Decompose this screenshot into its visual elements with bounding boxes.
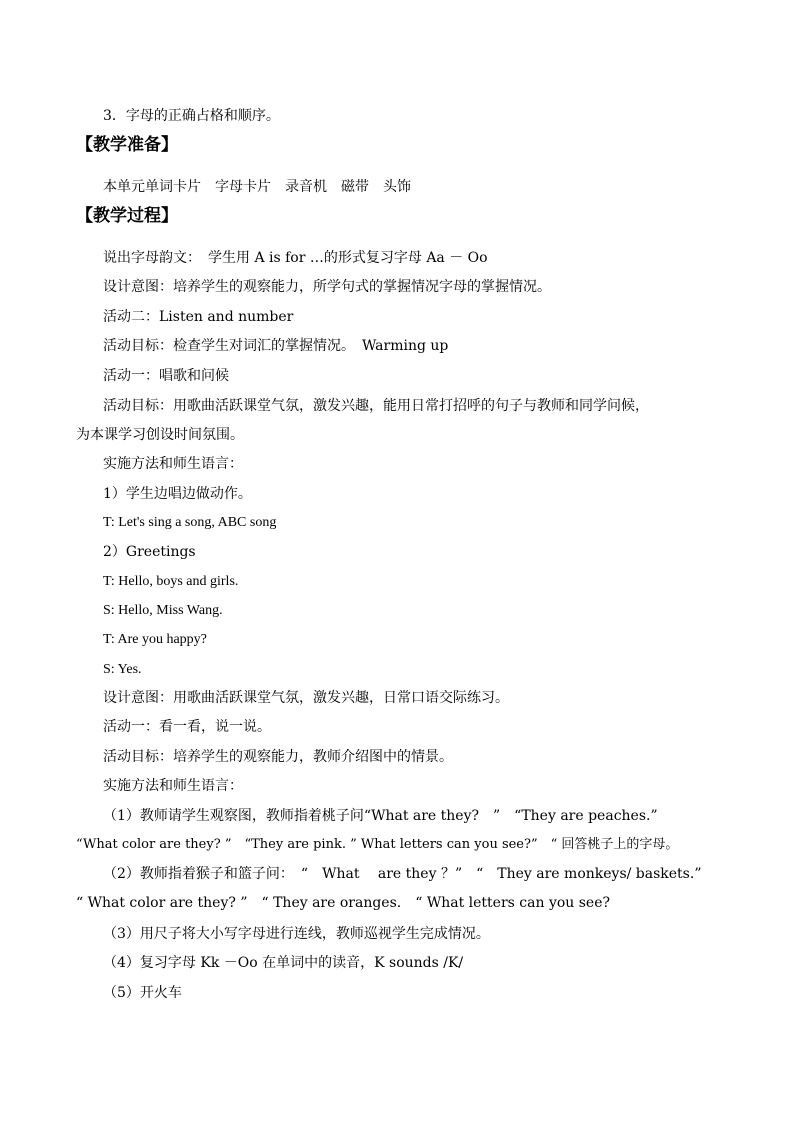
text-line: 实施方法和师生语言： [103,778,243,794]
text-line: 活动目标：用歌曲活跃课堂气氛，激发兴趣，能用日常打招呼的句子与教师和同学问候， [103,398,649,414]
text-line: 为本课学习创设时间氛围。 [76,427,244,443]
text-line: T: Let's sing a song, ABC song [103,515,277,530]
text-line: 活动一：唱歌和问候 [103,368,229,384]
text-line: 说出字母韵文： 学生用 A is for …的形式复习字母 Aa － Oo [103,250,488,266]
text-line: 1）学生边唱边做动作。 [103,486,252,502]
text-line: “ What color are they? ” “ They are oranges. “ What letters can you see? [76,895,611,911]
text-line: S: Yes. [103,662,142,677]
text-line: 设计意图：培养学生的观察能力，所学句式的掌握情况字母的掌握情况。 [103,279,551,295]
text-line: 活动一：看一看，说一说。 [103,719,271,735]
text-line: （4）复习字母 Kk －Oo 在单词中的读音，K sounds /K/ [103,955,464,971]
text-line: 活动目标：检查学生对词汇的掌握情况。 Warming up [103,338,449,354]
text-line: 2）Greetings [103,544,196,560]
text-line: （3）用尺子将大小写字母进行连线，教师巡视学生完成情况。 [103,926,490,942]
text-line: 3．字母的正确占格和顺序。 [103,108,280,124]
text-line: （1）教师请学生观察图，教师指着桃子问“What are they? ” “They are peaches.” [103,808,658,824]
text-line: 活动目标：培养学生的观察能力，教师介绍图中的情景。 [103,749,453,765]
text-line: 本单元单词卡片 字母卡片 录音机 磁带 头饰 [103,179,411,195]
text-line: “What color are they? ” “They are pink. ” What letters can you see?” “ 回答桃子上的字母。 [76,837,679,852]
text-line: S: Hello, Miss Wang. [103,603,223,618]
section-heading: 【教学准备】 [76,135,178,155]
text-line: 活动二：Listen and number [103,309,294,325]
section-heading: 【教学过程】 [76,206,178,226]
text-line: 实施方法和师生语言： [103,456,243,472]
text-line: T: Hello, boys and girls. [103,574,239,589]
text-line: 设计意图：用歌曲活跃课堂气氛，激发兴趣，日常口语交际练习。 [103,690,509,706]
text-line: （5）开火车 [103,985,182,1001]
text-line: （2）教师指着猴子和篮子问： “ What are they ？” “ They are monkeys/ baskets.” [103,866,702,882]
text-line: T: Are you happy? [103,632,207,647]
